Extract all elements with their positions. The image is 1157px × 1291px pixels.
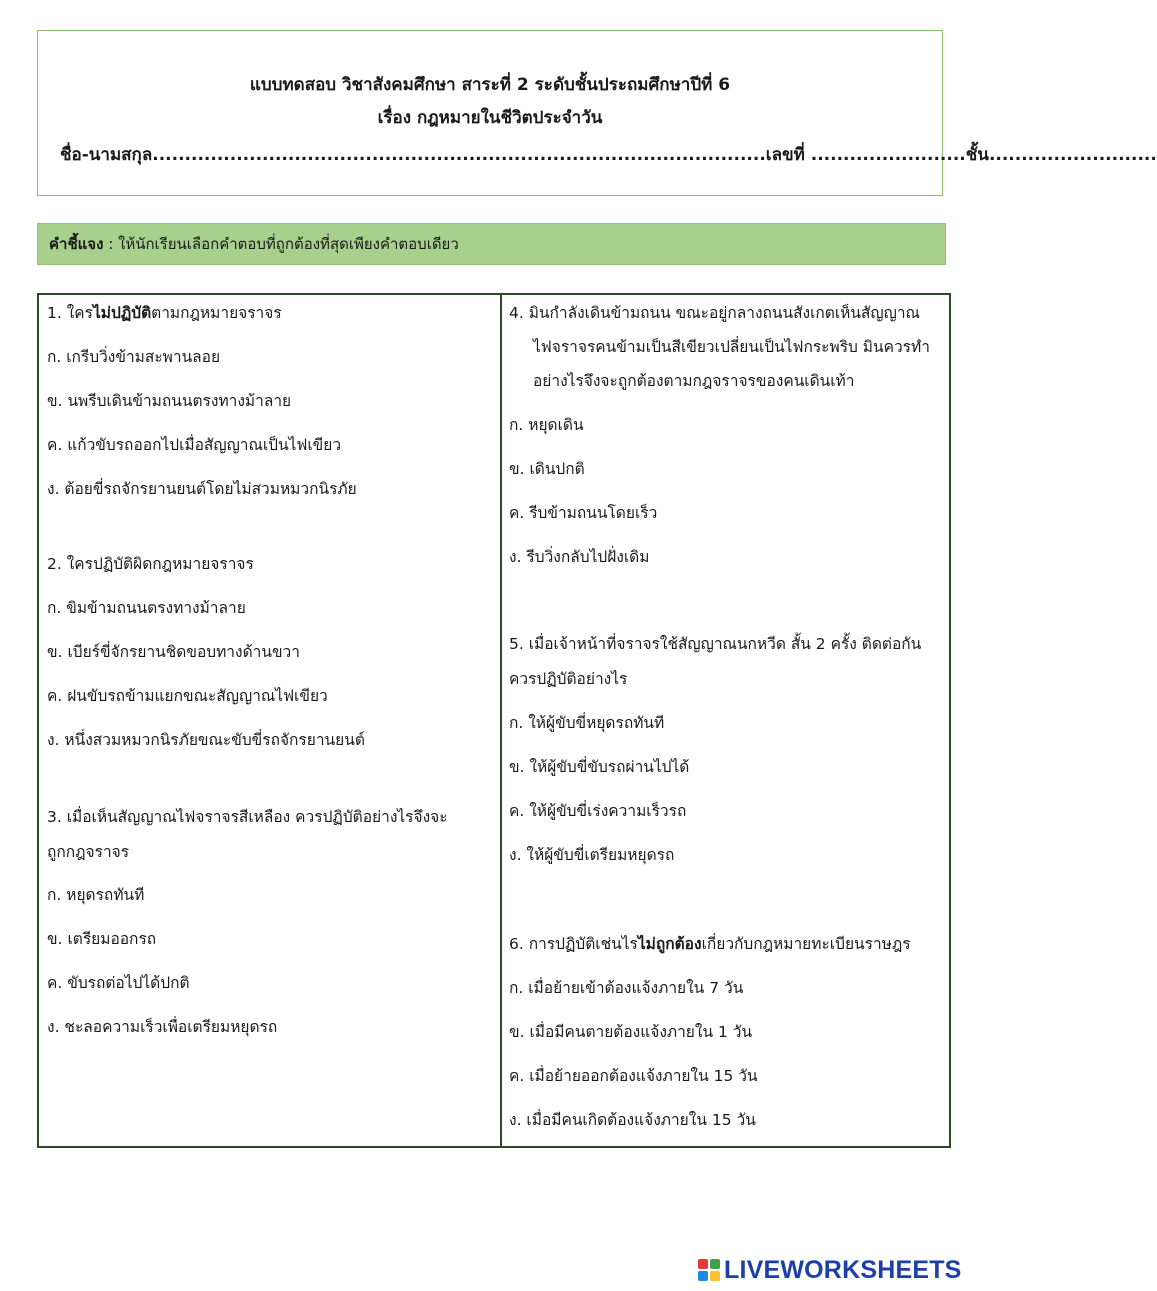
liveworksheets-text: LIVEWORKSHEETS <box>724 1255 962 1284</box>
q4-choice-a[interactable]: ก. หยุดเดิน <box>509 416 584 434</box>
q5-choice-b[interactable]: ข. ให้ผู้ขับขี่ขับรถผ่านไปได้ <box>509 758 690 776</box>
test-subtitle: เรื่อง กฎหมายในชีวิตประจำวัน <box>377 108 603 128</box>
instructions-banner <box>37 223 946 265</box>
question-6-emphasis: ไม่ถูกต้อง <box>637 935 702 953</box>
q1-choice-b[interactable]: ข. นพรีบเดินข้ามถนนตรงทางม้าลาย <box>47 392 292 410</box>
name-label: ชื่อ-นามสกุล <box>60 145 153 165</box>
questions-table <box>37 293 951 1148</box>
q2-choice-b[interactable]: ข. เบียร์ขี่จักรยานชิดขอบทางด้านขวา <box>47 643 300 661</box>
question-6: 6. การปฏิบัติเช่นไรไม่ถูกต้องเกี่ยวกับกฎหมายทะเบียนราษฎร <box>509 935 911 953</box>
logo-block-yellow <box>710 1271 720 1281</box>
q3-choice-a[interactable]: ก. หยุดรถทันที <box>47 886 145 904</box>
liveworksheets-watermark[interactable] <box>698 1256 962 1284</box>
q3-choice-c[interactable]: ค. ขับรถต่อไปได้ปกติ <box>47 974 190 992</box>
q4-choice-c[interactable]: ค. รีบข้ามถนนโดยเร็ว <box>509 504 658 522</box>
q4-choice-d[interactable]: ง. รีบวิ่งกลับไปฝั่งเดิม <box>509 548 650 566</box>
q3-choice-b[interactable]: ข. เตรียมออกรถ <box>47 930 157 948</box>
q6-choice-a[interactable]: ก. เมื่อย้ายเข้าต้องแจ้งภายใน 7 วัน <box>509 979 744 997</box>
question-1: 1. ใครไม่ปฏิบัติตามกฎหมายจราจร <box>47 304 282 322</box>
question-1-emphasis: ไม่ปฏิบัติ <box>92 304 152 322</box>
question-4-line1: 4. มินกำลังเดินข้ามถนน ขณะอยู่กลางถนนสังเกตเห็นสัญญาณ <box>509 304 920 322</box>
q1-choice-a[interactable]: ก. เกรีบวิ่งข้ามสะพานลอย <box>47 348 221 366</box>
student-info-line <box>60 141 1157 168</box>
q1-choice-c[interactable]: ค. แก้วขับรถออกไปเมื่อสัญญาณเป็นไฟเขียว <box>47 436 342 454</box>
number-field[interactable]: ........................ <box>804 145 966 165</box>
number-label: เลขที่ <box>765 145 805 165</box>
liveworksheets-logo-icon <box>698 1259 720 1281</box>
question-2: 2. ใครปฏิบัติผิดกฎหมายจราจร <box>47 555 254 573</box>
q4-choice-b[interactable]: ข. เดินปกติ <box>509 460 585 478</box>
q3-choice-d[interactable]: ง. ชะลอความเร็วเพื่อเตรียมหยุดรถ <box>47 1018 278 1036</box>
q2-choice-d[interactable]: ง. หนึ่งสวมหมวกนิรภัยขณะขับขี่รถจักรยานยนต์ <box>47 731 365 749</box>
header-box <box>37 30 1157 196</box>
question-4-line3: อย่างไรจึงจะถูกต้องตามกฎจราจรของคนเดินเท้า <box>533 372 855 390</box>
question-3-line1: 3. เมื่อเห็นสัญญาณไฟจราจรสีเหลือง ควรปฏิบัติอย่างไรจึงจะ <box>47 808 448 826</box>
name-field[interactable]: ............................................................................................... <box>152 145 766 165</box>
test-title: แบบทดสอบ วิชาสังคมศึกษา สาระที่ 2 ระดับชั้นประถมศึกษาปีที่ 6 <box>249 75 731 95</box>
q2-choice-a[interactable]: ก. ขิมข้ามถนนตรงทางม้าลาย <box>47 599 246 617</box>
q6-choice-b[interactable]: ข. เมื่อมีคนตายต้องแจ้งภายใน 1 วัน <box>509 1023 753 1041</box>
q6-choice-d[interactable]: ง. เมื่อมีคนเกิดต้องแจ้งภายใน 15 วัน <box>509 1111 756 1129</box>
question-5-line1: 5. เมื่อเจ้าหน้าที่จราจรใช้สัญญาณนกหวีด สั้น 2 ครั้ง ติดต่อกัน <box>509 635 922 653</box>
q5-choice-c[interactable]: ค. ให้ผู้ขับขี่เร่งความเร็วรถ <box>509 802 687 820</box>
logo-block-green <box>710 1259 720 1269</box>
column-divider <box>500 295 502 1146</box>
question-3-line2: ถูกกฎจราจร <box>47 843 130 861</box>
class-field[interactable]: .......................... <box>988 145 1157 165</box>
q1-choice-d[interactable]: ง. ต้อยขี่รถจักรยานยนต์โดยไม่สวมหมวกนิรภัย <box>47 480 357 498</box>
q5-choice-a[interactable]: ก. ให้ผู้ขับขี่หยุดรถทันที <box>509 714 665 732</box>
q6-choice-c[interactable]: ค. เมื่อย้ายออกต้องแจ้งภายใน 15 วัน <box>509 1067 758 1085</box>
q2-choice-c[interactable]: ค. ฝนขับรถข้ามแยกขณะสัญญาณไฟเขียว <box>47 687 328 705</box>
logo-block-red <box>698 1259 708 1269</box>
class-label: ชั้น <box>965 145 989 165</box>
instructions-text: : ให้นักเรียนเลือกคำตอบที่ถูกต้องที่สุดเพียงคำตอบเดียว <box>103 235 459 253</box>
question-5-line2: ควรปฏิบัติอย่างไร <box>509 670 628 688</box>
logo-block-blue <box>698 1271 708 1281</box>
q5-choice-d[interactable]: ง. ให้ผู้ขับขี่เตรียมหยุดรถ <box>509 846 675 864</box>
question-4-line2: ไฟจราจรคนข้ามเป็นสีเขียวเปลี่ยนเป็นไฟกระพริบ มินควรทำ <box>533 338 930 356</box>
instructions-label: คำชี้แจง <box>49 235 104 253</box>
